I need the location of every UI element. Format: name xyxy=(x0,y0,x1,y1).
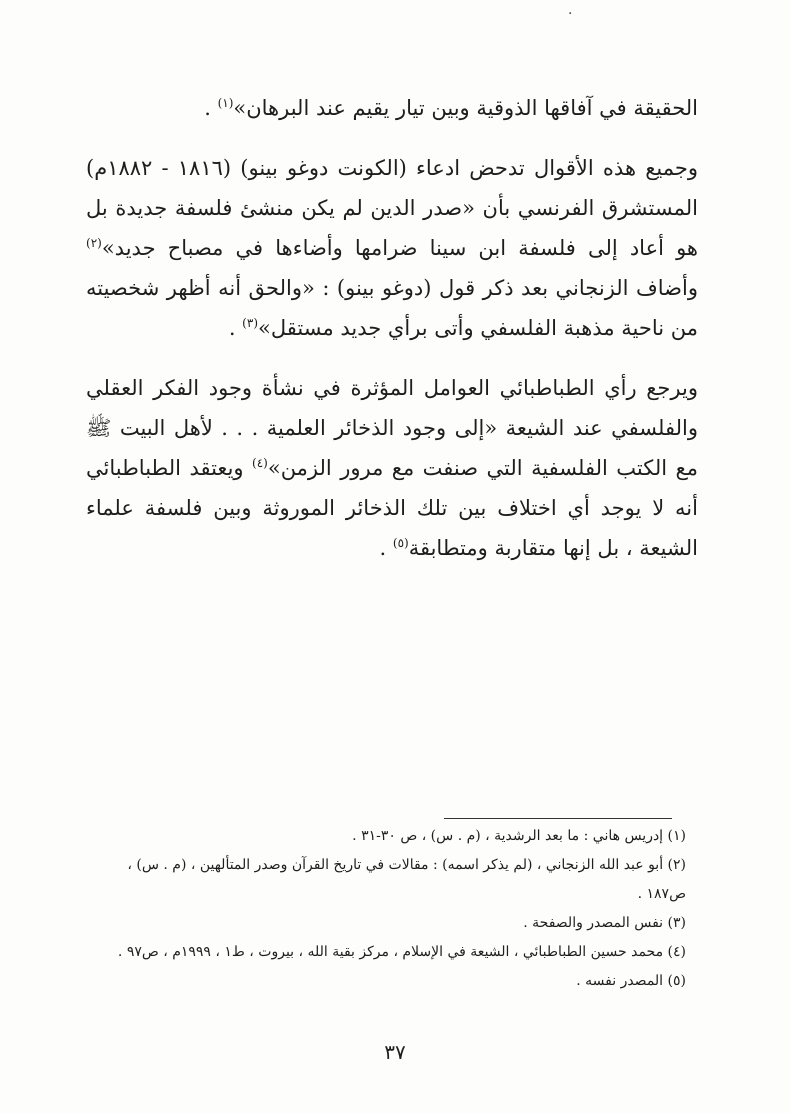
paragraph-1 xyxy=(86,88,698,128)
top-mark: · xyxy=(568,6,573,22)
footnote-4: (٤) محمد حسين الطباطبائي ، الشيعة في الإسلام ، مركز بقية الله ، بيروت ، ط١ ، ١٩٩٩م ، ص٩٧ . xyxy=(117,944,686,960)
paragraph-text: . xyxy=(204,96,218,120)
footnote-divider xyxy=(444,818,672,819)
main-text xyxy=(86,88,698,588)
page-number: ٣٧ xyxy=(384,1040,406,1064)
paragraph-text: ويعتقد الطباطبائي أنه لا يوجد أي اختلاف بين تلك الذخائر الموروثة وبين فلسفة علماء الشيعة ، بل إنها متقاربة ومتطابقة xyxy=(86,456,698,560)
paragraph-3 xyxy=(86,368,698,568)
footnote-ref-1[interactable]: (١) xyxy=(217,96,234,110)
footnote-ref-2[interactable]: (٢) xyxy=(86,236,102,250)
paragraph-2 xyxy=(86,148,698,348)
footnote-ref-5[interactable]: (٥) xyxy=(392,536,409,550)
footnote-ref-4[interactable]: (٤) xyxy=(252,456,268,470)
paragraph-text: وجميع هذه الأقوال تدحض ادعاء (الكونت دوغو بينو) (١٨١٦ - ١٨٨٢م) المستشرق الفرنسي بأن «صدر الدين لم يكن منشئ فلسفة جديدة بل هو أعاد إلى فلسفة ابن سينا ضرامها وأضاءها في مصباح جديد» xyxy=(86,156,698,260)
footnote-3: (٣) نفس المصدر والصفحة . xyxy=(523,915,686,931)
paragraph-text: . xyxy=(379,536,393,560)
footnote-1: (١) إدريس هاني : ما بعد الرشدية ، (م . س) ، ص ٣٠-٣١ . xyxy=(352,828,686,844)
paragraph-text: . xyxy=(228,316,243,340)
footnote-5: (٥) المصدر نفسه . xyxy=(576,973,686,989)
footnote-2: (٢) أبو عبد الله الزنجاني ، (لم يذكر اسمه) : مقالات في تاريخ القرآن وصدر المتألهين ، (م . س) ، ص١٨٧ . xyxy=(127,857,686,902)
paragraph-text: ويرجع رأي الطباطبائي العوامل المؤثرة في نشأة وجود الفكر العقلي والفلسفي عند الشيعة «إلى وجود الذخائر العلمية . . . لأهل البيت ﷺ مع الكتب الفلسفية التي صنفت مع مرور الزمن» xyxy=(86,376,698,480)
paragraph-text: وأضاف الزنجاني بعد ذكر قول (دوغو بينو) : «والحق أنه أظهر شخصيته من ناحية مذهبة الفلسفي وأتى برأي جديد مستقل» xyxy=(86,276,698,340)
footnotes xyxy=(86,822,686,996)
footnote-ref-3[interactable]: (٣) xyxy=(242,316,258,330)
paragraph-text: الحقيقة في آفاقها الذوقية وبين تيار يقيم عند البرهان» xyxy=(233,96,698,120)
